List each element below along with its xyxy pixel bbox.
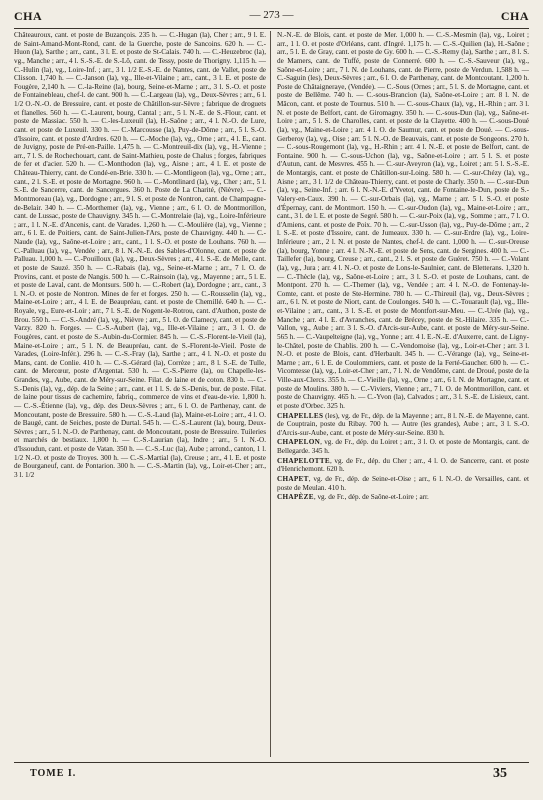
right-column-text: N.-N.-E. de Blois, cant. et poste de Mer. 1,000 h. — C.-S.-Mesmin (la), vg., Loiret ; arr., 1 l. O. et poste d'Orléans, cant. d'Ingré. 1,175 h. — C.-S.-Quilien (la), H.-Saône ; arr., 5 l. E. de Gray, cant. et poste de Gy. 600 h. — C.-S.-Remy (la), Sarthe ; arr., 8 l. S. de Mamers, cant. de Tuffé, poste de Connerré. 600 h. — C.-S.-Sauveur (la), vg., Saône-et-Loire ; arr., 7 l. N. de Louhans, cant. de Pierre, poste de Verdun. 1,588 h. — C.-Saguin (les), Deux-Sèvres ; arr., 6 l. O. de Parthenay, cant. de Montcoutant. 1,200 h. Poste de Châtaigneraye, (Vendée). — C.-Sous (Ornes ; arr., 5 l. S. de Mortagne, cant. et poste de Bellême. 740 h. — C.-sous-Brancion (la), Saône-et-Loire ; arr. 8 l. N. de Mâcon, cant. et poste de Tournus. 510 h. — C.-sous-Chaux (la), vg., H.-Rhin ; arr. 3 l. N. et poste de Belfort, cant. de Giromagny. 350 h. — C.-sous-Dun (la), vg., Saône-et-Loire ; arr., 5 l. S. de Charolles, cant. et poste de la Clayette. 400 h. — C.-sous-Doué (la), vg., Maine-et-Loire ; arr. 4 l. O. de Saumur, cant. et poste de Doué. — C.-sous-Gerberoy (la), vg., Oise ; arr. 5 l. N.-O. de Beauvais, cant. et poste de Songeons. 270 h. — C.-sous-Rougemont (la), vg., H.-Rhin ; arr. 4 l. N.-E. et poste de Belfort, cant. de Fontaine. 900 h. — C.-sous-Uchon (la), vg., Saône-et-Loire ; arr. 5 l. S. et poste d'Autun, cant. de Mesvres. 455 h. — C.-sur-Aveyron (la), vg., Loiret ; arr. 5 l. S.-S.-E. de Montargis, cant. et poste de Châtillon-sur-Loing. 580 h. — C.-sur-Chézy (la), vg., Aisne ; arr., 3 l. 1/2 de Château-Thierry, cant. et poste de Charly. 350 h. — C.-sur-Dun (la), vg., Seine-Inf. ; arr. 6 l. N.-N.-E. d'Yvetot, cant. de Fontaine-le-Dun, poste de S.-Valery-en-Caux. 390 h. — C.-sur-Orbais (la), vg., Marne ; arr. 5 l. S.-O. et poste d'Épernay, cant. de Montmort. 150 h. — C.-sur-Oudon (la), vg., Maine-et-Loire ; arr., cant., 3 l. de l. E. et poste de Segré. 580 h. — C.-sur-Poix (la), vg., Somme ; arr., 7 l. O. d'Amiens, cant. et poste de Poix. 70 h. — C.-sur-Usson (la), vg., Puy-de-Dôme ; arr., 2 l. S.-E. et poste d'Issoire, cant. de Jumeaux. 330 h. — C.-sur-Erdre (la), vg., Loire-Inférieure ; arr., 2 l. N. et poste de Nantes, chef-l. de cant. 1,000 h. — C.-sur-Oreuse (la), bourg, Yonne ; arr. 4 l. N.-N.-E. et poste de Sens, cant. de Sergines. 400 h. — C.-Taillefer (la), bourg, Creuse ; arr., cant., 2 l. S. et poste de Guéret. 750 h. — C.-Volant (la), vg., Jura ; arr. 4 l. N.-O. et poste de Lons-le-Saulnier, cant. de Bletterans. 1,320 h. — C.-Thècle (la), vg., Saône-et-Loire ; arr., 3 l. S.-O. et poste de Louhans, cant. de Montpont. 270 h. — C.-Themer (la), vg., Vendée ; arr. 4 l. N.-O. de Fontenay-le-Comte, cant. et poste de Ste-Hermine. 780 h. — C.-Thireuil (la), vg., Deux-Sèvres ; arr., 6 l. N. et poste de Niort, cant. de Coulonges. 540 h. — C.-Touarault (la), vg., Ille-et-Vilaine ; arr., cant., 3 l. S.-E. et poste de Montfort-sur-Meu. — C.-Urée (la), vg., Manche ; arr. 4 l. E. d'Avranches, cant. de Brécey, poste de St.-Hilaire. 335 h. — C.-Vallon, vg., Aube ; arr. 3 l. S.-O. d'Arcis-sur-Aube, cant. et poste de Méry-sur-Seine. 565 h. — C.-Vaupelteigne (la), vg., Yonne ; arr. 4 l. E.-N.-E. d'Auxerre, cant. de Ligny-le-Châtel, poste de Chablis. 200 h. — C.-Vendomoise (la), vg., Loir-et-Cher ; arr. 3 l. N.-O. et poste de Blois, cant. d'Herbault. 345 h. — C.-Vérange (la), vg., Seine-et-Marne ; arr., 6 l. E. de Coulommiers, cant. et poste de la Ferté-Gaucher. 600 h. — C.-Vicomtesse (la), vg., Loir-et-Cher ; arr., 7 l. N. de Vendôme, cant. de Droué, poste de la Ville-aux-Clercs. 355 h. — C.-Vieille (la), vg., Orne ; arr., 6 l. N. de Mortagne, cant. et poste de Moulins. 380 h. — C.-Viviers, Vienne ; arr., 7 l. O. de Montmorillon, cant. et poste de Chauvigny. 465 h. — C.-Yvon (la), Calvados ; arr., 3 l. S.-E. de Lisieux, cant. et poste d'Orbec. 325 h. — [277, 31, 529, 410]
entry-text: , vg. de Fr., dép. du Cher ; arr., 4 l. O. de Sancerre, cant. et poste d'Henrichemont. 620 h. — [277, 456, 529, 474]
entry-headword: CHAPÈZE — [277, 493, 314, 502]
header-rule — [14, 28, 529, 29]
entry-text: (les), vg. de Fr., dép. de la Mayenne ; arr., 8 l. N.-E. de Mayenne, cant. de Couptrain, poste du Ribay. 700 h. — Autre (les grandes), Aube ; arr., 3 l. S.-O. d'Arcis-sur-Aube, cant. et poste de Méry-sur-Seine. 830 h. — [277, 411, 529, 437]
page-number: — 273 — — [249, 9, 294, 21]
header-right-catchword: CHA — [500, 9, 529, 23]
entry-chapelotte — [277, 457, 529, 474]
left-column — [14, 31, 266, 757]
left-column-text: Châteauroux, cant. et poste de Buzançois. 235 h. — C.-Hugan (la), Cher ; arr., 9 l. E. de Saint-Amand-Mont-Rond, cant. de la Guerche, poste de Sancoins. 620 h. — C.-Huon (la), Sarthe ; arr., cant., 3 l. E. et poste de St-Calais. 740 h. — C.-Heuzebroc (la), vg., Manche ; arr., 4 l. S.-S.-E. de S.-Lô, cant. de Tessy, poste de Thorigny. 1,115 h. — C.-Hulin (la), vg., Loire-Inf. ; arr., 3 l. 1/2 E.-S.-E. de Nantes, cant. de Vallet, poste de Clisson. 1,740 h. — C.-Janson (la), vg., Ille-et-Vilaine ; arr., cant., 3 l. E. et poste de Fougère, 2,140 h. — C.-la-Reine (la), bourg, Seine-et-Marne ; arr., 3 l. S.-O. et poste de Fontainebleau, chef-l. de cant. 900 h. — C.-Largeau (la), vg., Deux-Sèvres ; arr., 6 l. 1/2 O.-N.-O. de Bressuire, cant. et poste de Châtillon-sur-Sèvre ; fabrique de droguets et flanelles. 560 h. — C.-Laurent, bourg, Cantal ; arr., 5 l. N.-E. de S.-Flour, cant. et poste de Massiac. 550 h. — C.-les-Luxeuil (la), H.-Saône ; arr., 4 l. N.-O. de Lure, cant. et poste de Luxeuil. 330 h. — C.-Marcousse (la), Puy-de-Dôme ; arr., 5 l. S.-O. d'Issoire, cant. et poste d'Ardres. 620 h. — C.-Moche (la), vg., Orne ; arr., 4 l. E., cant. de Juvigny, poste de Pré-en-Paille. 1,475 h. — C.-Montreuil-dix (la), vg., H.-Vienne ; arr., 7 l. S. de Rochechouart, cant. de Saint-Mathieu, poste de Chalus ; forges, fabriques de fer et d'acier. 520 h. — C.-Monthodon (la), vg., Aisne ; arr., 4 l. E. et poste de Château-Thierry, cant. de Condé-en-Brie. 330 h. — C.-Montligeon (la), vg., Orne ; arr., cant., 2 l. S.-E. et poste de Mortagne. 960 h. — C.-Montlinard (la), vg., Cher ; arr., 5 l. S.-E. de Sancerre, cant. de Sancergues. 360 h. Poste de La Charité, (Nièvre). — C.-Montmoreau (la), vg., Dordogne ; arr., 9 l. S. et poste de Nontron, cant. de Champagne-de-Belair. 340 h. — C.-Morthemer (la), vg., Vienne ; arr., 6 l. O. de Montmorillon, cant. de Lussac, poste de Chauvigny. 345 h. — C.-Montrelaie (la), vg., Loire-Inférieure ; arr., 1 l. N.-E. d'Ancenis, cant. de Varades. 1,260 h. — C.-Moulière (la), vg., Vienne ; arr., 6 l. E. de Poitiers, cant. de Saint-Julien-l'Ars, poste de Chauvigny. 440 h. — C.-Naude (la), vg., Saône-et-Loire ; arr., cant., 1 l. S.-O. et poste de Louhans. 760 h. — C.-Palluau (la), vg., Vendée ; arr., 8 l. N.-N.-E. des Sables-d'Olonne, cant. et poste de Palluau. 1,000 h. — C.-Pouilloux (la), vg., Deux-Sèvres ; arr., 4 l. S.-E. de Melle, cant. et poste de Sauzé. 350 h. — C.-Rabais (la), vg., Seine-et-Marne ; arr., 7 l. O. de Provins, cant. et poste de Nangis. 500 h. — C.-Rainsoin (la), vg., Mayenne ; arr., 5 l. E. et poste de Laval, cant. de Montsurs. 500 h. — C.-Robert (la), Dordogne ; arr., cant., 3 l. N.-O. et poste de Nontron. Mines de fer et forges. 250 h. — C.-Rousselin (la), vg., Maine-et-Loire ; arr., 4 l. E. de Beaupréau, cant. et poste de Chemillé. 640 h. — C.-Royale, vg., Eure-et-Loir ; arr., 7 l. S.-E. de Nogent-le-Rotrou, cant. d'Authon, poste de Brou. 550 h. — C.-S.-André (la), vg., Nièvre ; arr., 5 l. O. de Clamecy, cant. et poste de Varzy. 820 h. Forges. — C.-S.-Aubert (la), vg., Ille-et-Vilaine ; arr., 3 l. O. de Fougères, cant. et poste de S.-Aubin-du-Cormier. 845 h. — C.-S.-Florent-le-Vieil (la), Maine-et-Loire ; arr., 5 l. N. de Beaupréau, cant. de S.-Florent-le-Vieil. Poste de Varades, (Loire-Infér.). 296 h. — C.-S.-Fray (la), Sarthe ; arr., 4 l. N.-O. et poste du Mans, cant. de Conlie. 410 h. — C.-S.-Gérard (la), Corrèze ; arr., 8 l. S.-E. de Tulle, cant. de Mercœur, poste d'Argentat. 530 h. — C.-S.-Pierre (la), ou Chapelle-les-Grandes, vg., Aube, cant. de Méry-sur-Seine. Filat. de laine et de coton. 830 h. — C.-S.-Denis (la), vg., dép. de la Seine ; arr., cant. et 1 l. S. de S.-Denis, bur. de poste. Filat. de laine pour tissus de cachemire, fabriq., commerce de vins et d'eau-de-vie. 1,800 h. — C.-S.-Étienne (la), vg., dép. des Deux-Sèvres ; arr., 6 l. O. de Parthenay, cant. de Moncoutant, poste de Bressuire. 580 h. — C.-S.-Laud (la), Maine-et-Loire ; arr., 4 l. O. de Baugé, cant. de Seiches, poste de Durtal. 545 h. — C.-S.-Laurent (la), bourg, Deux-Sèvres ; arr., 5 l. N.-O. de Parthenay, cant. de Moncoutant, poste de Bressuire. Tuileries et marchés de bestiaux. 1,800 h. — C.-S.-Laurian (la), Indre ; arr., 5 l. N.-O. d'Issoudun, cant. et poste de Vatan. 350 h. — C.-S.-Luc (la), Aube ; arrond., canton, 1 l. 1/2 N.-O. et poste de Troyes. 300 h. — C.-S.-Martial (la), Creuse ; arr., 4 l. E. et poste de Bourganeuf, cant. de Pontarion. 300 h. — C.-S.-Martin (la), vg., Loir-et-Cher ; arr., 3 l. 1/2 — [14, 31, 266, 479]
page-footer — [14, 766, 529, 786]
right-column — [277, 31, 529, 757]
entry-text: , vg. de Fr., dép. du Loiret ; arr., 3 l. O. et poste de Montargis, cant. de Bellegarde. 345 h. — [277, 438, 529, 455]
entry-headword: CHAPELOTTE — [277, 456, 330, 465]
entry-chapelles — [277, 412, 529, 438]
header-left-catchword: CHA — [14, 9, 43, 23]
entry-text: , vg. de Fr., dép. de Saône-et-Loire ; arr. — [313, 493, 429, 502]
footer-rule — [14, 762, 529, 763]
entry-text: , vg. de Fr., dép. de Seine-et-Oise ; arr., 6 l. N.-O. de Versailles, cant. et poste de Meulan. 410 h. — [277, 474, 529, 492]
entry-headword: CHAPELLES — [277, 411, 324, 420]
entry-chapet — [277, 475, 529, 492]
column-divider — [270, 31, 271, 757]
entry-chapelon — [277, 438, 529, 455]
signature-mark: 35 — [493, 766, 507, 781]
running-header — [14, 9, 529, 27]
entry-headword: CHAPELON — [277, 438, 321, 447]
entry-headword: CHAPET — [277, 474, 309, 483]
entry-chapeze — [277, 493, 529, 502]
volume-label: TOME I. — [30, 768, 77, 779]
